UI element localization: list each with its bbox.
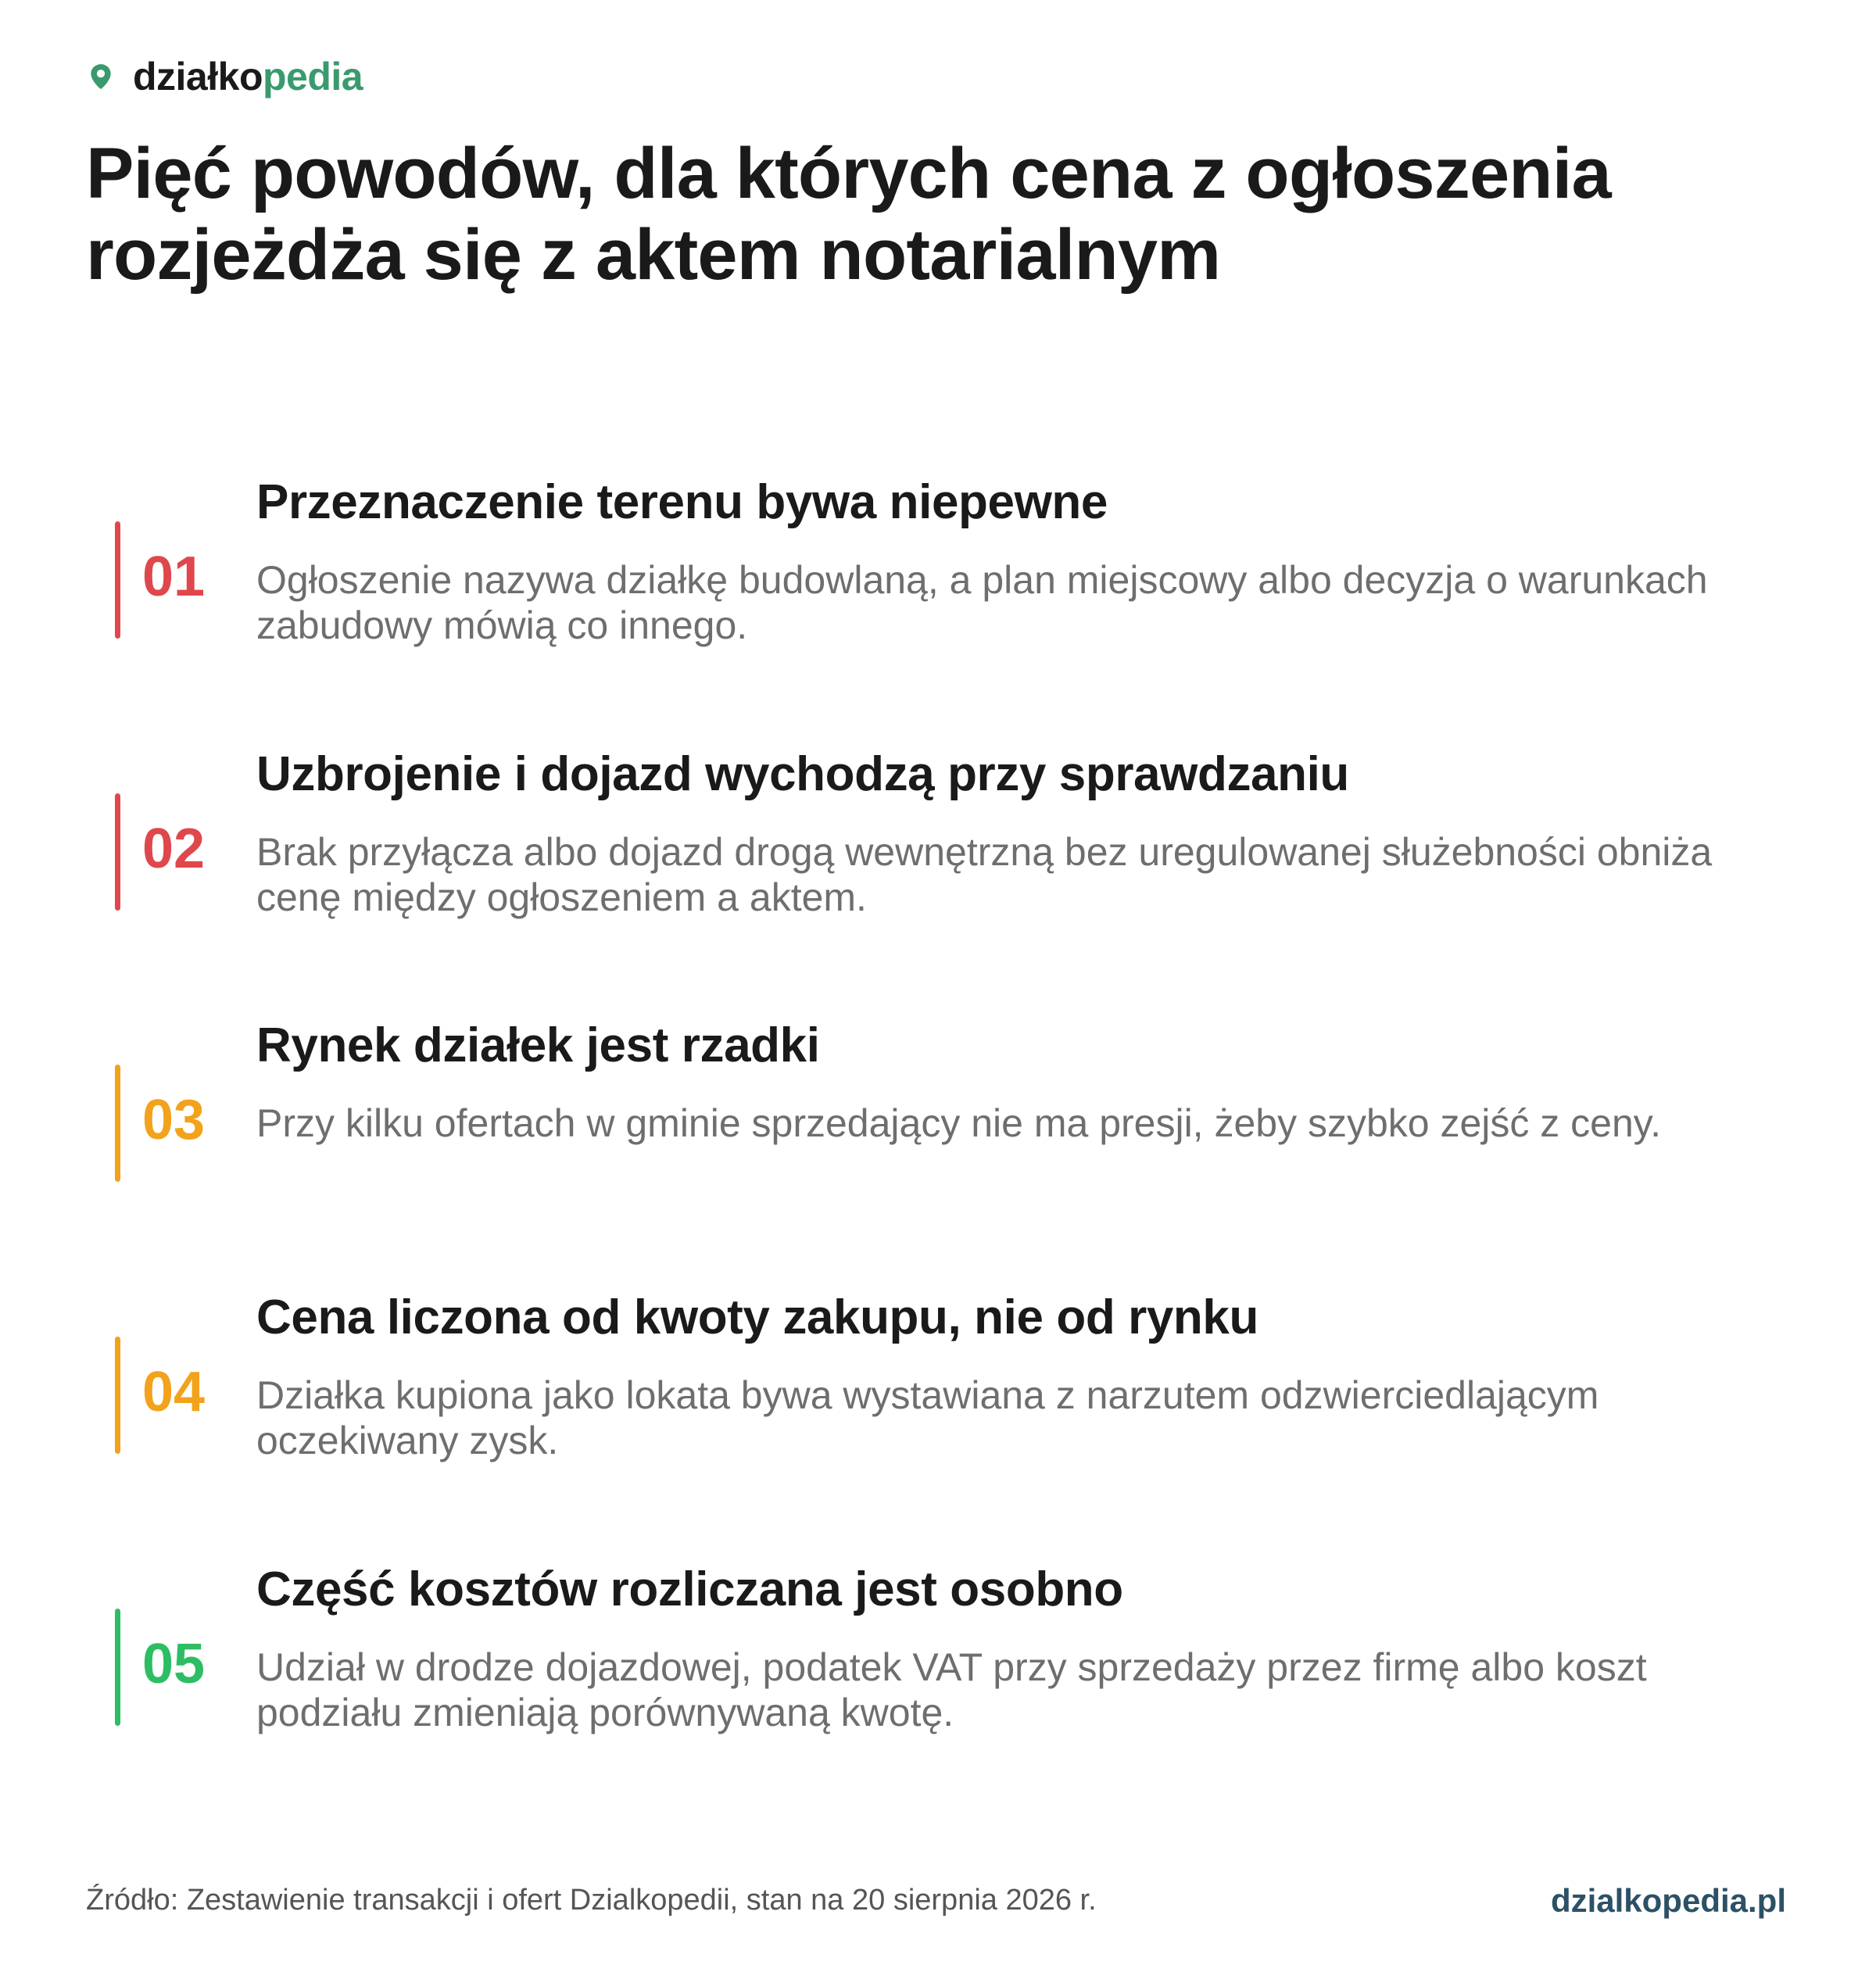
reason-accent-bar	[115, 521, 120, 639]
reason-number: 03	[141, 1089, 206, 1151]
reason-accent-bar	[115, 1609, 120, 1726]
reason-number: 04	[141, 1361, 206, 1423]
reason-heading: Przeznaczenie terenu bywa niepewne	[256, 475, 1108, 529]
reason-description: Przy kilku ofertach w gminie sprzedający nie ma presji, żeby szybko zejść z ceny.	[256, 1101, 1661, 1145]
reason-description: Ogłoszenie nazywa działkę budowlaną, a plan miejscowy albo decyzja o warunkach zabudowy mówią co innego.	[256, 558, 1708, 647]
reason-heading: Uzbrojenie i dojazd wychodzą przy sprawdzaniu	[256, 747, 1349, 801]
reason-number: 02	[141, 818, 206, 880]
reason-heading: Cena liczona od kwoty zakupu, nie od rynku	[256, 1290, 1258, 1344]
brand-name	[133, 54, 363, 99]
page-title: Pięć powodów, dla których cena z ogłoszenia rozjeżdża się z aktem notarialnym	[86, 134, 1611, 295]
reason-heading: Część kosztów rozliczana jest osobno	[256, 1562, 1123, 1616]
site-link[interactable]: dzialkopedia.pl	[1550, 1882, 1786, 1919]
reason-description: Działka kupiona jako lokata bywa wystawiana z narzutem odzwierciedlającym oczekiwany zysk.	[256, 1373, 1599, 1462]
reason-accent-bar	[115, 1065, 120, 1182]
reason-number: 05	[141, 1633, 206, 1695]
reason-number: 01	[141, 546, 206, 608]
reason-accent-bar	[115, 1337, 120, 1454]
reason-heading: Rynek działek jest rzadki	[256, 1018, 820, 1072]
reason-description: Udział w drodze dojazdowej, podatek VAT przy sprzedaży przez firmę albo koszt podziału zmieniają porównywaną kwotę.	[256, 1645, 1647, 1734]
reason-item-1	[0, 473, 1876, 676]
reason-item-2	[0, 745, 1876, 948]
reason-description: Brak przyłącza albo dojazd drogą wewnętrzną bez uregulowanej służebności obniża cenę między ogłoszeniem a aktem.	[256, 830, 1713, 919]
brand-name-accent: pedia	[262, 55, 363, 98]
brand-name-dark: działko	[133, 55, 263, 98]
location-pin-icon	[86, 62, 116, 91]
source-note: Źródło: Zestawienie transakcji i ofert Dzialkopedii, stan na 20 sierpnia 2026 r.	[86, 1884, 1097, 1917]
reason-item-5	[0, 1560, 1876, 1763]
reason-item-4	[0, 1288, 1876, 1491]
reason-accent-bar	[115, 793, 120, 911]
reason-item-3	[0, 1016, 1876, 1219]
brand-logo	[86, 55, 363, 98]
